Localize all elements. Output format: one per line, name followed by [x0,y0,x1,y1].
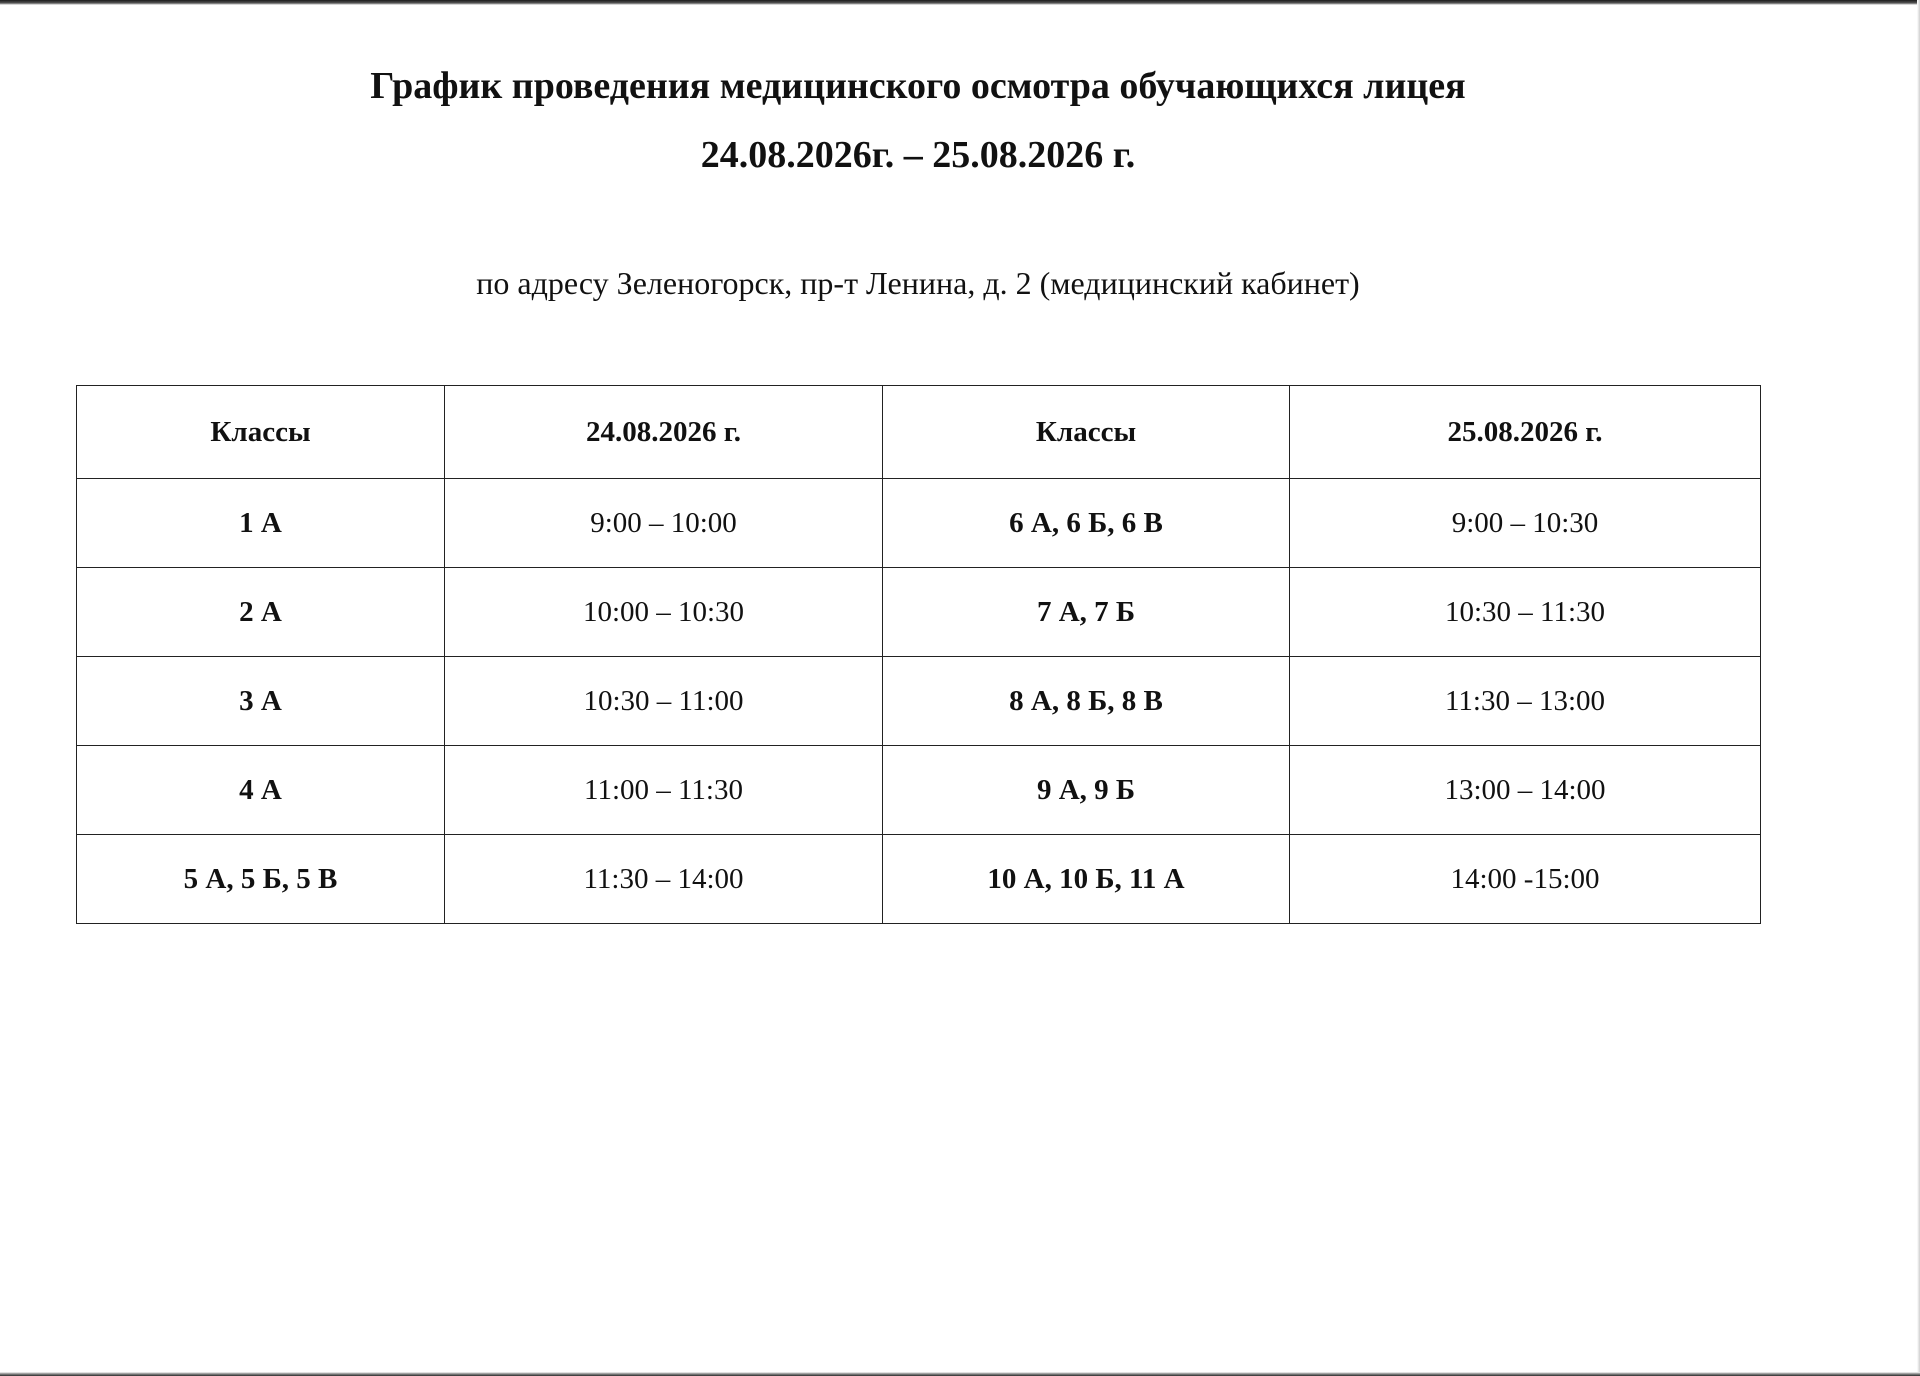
time-day2-cell: 11:30 – 13:00 [1290,657,1761,746]
header-classes-day2: Классы [883,386,1290,479]
classes-day2-cell: 7 А, 7 Б [883,568,1290,657]
time-day2-cell: 13:00 – 14:00 [1290,746,1761,835]
table-row [77,835,1761,924]
classes-day2-cell: 10 А, 10 Б, 11 А [883,835,1290,924]
classes-day2-cell: 6 А, 6 Б, 6 В [883,479,1290,568]
time-day2-cell: 9:00 – 10:30 [1290,479,1761,568]
table-row [77,746,1761,835]
table-row [77,657,1761,746]
header-date-day1: 24.08.2026 г. [445,386,883,479]
scan-top-edge [0,0,1920,5]
table-row [77,568,1761,657]
classes-day2-cell: 8 А, 8 Б, 8 В [883,657,1290,746]
document-date-range: 24.08.2026г. – 25.08.2026 г. [700,134,1136,176]
classes-day1-cell: 1 А [77,479,445,568]
header-date-day2: 25.08.2026 г. [1290,386,1761,479]
classes-day1-cell: 2 А [77,568,445,657]
schedule-table [76,385,1761,924]
document-title: График проведения медицинского осмотра обучающихся лицея [370,65,1466,107]
time-day1-cell: 10:00 – 10:30 [445,568,883,657]
classes-day2-cell: 9 А, 9 Б [883,746,1290,835]
classes-day1-cell: 4 А [77,746,445,835]
document-address: по адресу Зеленогорск, пр-т Ленина, д. 2 (медицинский кабинет) [476,265,1360,301]
time-day2-cell: 10:30 – 11:30 [1290,568,1761,657]
scan-bottom-edge [0,1372,1920,1376]
table-header-row [77,386,1761,479]
time-day1-cell: 10:30 – 11:00 [445,657,883,746]
table-row [77,479,1761,568]
time-day1-cell: 9:00 – 10:00 [445,479,883,568]
time-day1-cell: 11:00 – 11:30 [445,746,883,835]
time-day2-cell: 14:00 -15:00 [1290,835,1761,924]
classes-day1-cell: 5 А, 5 Б, 5 В [77,835,445,924]
header-classes-day1: Классы [77,386,445,479]
time-day1-cell: 11:30 – 14:00 [445,835,883,924]
classes-day1-cell: 3 А [77,657,445,746]
